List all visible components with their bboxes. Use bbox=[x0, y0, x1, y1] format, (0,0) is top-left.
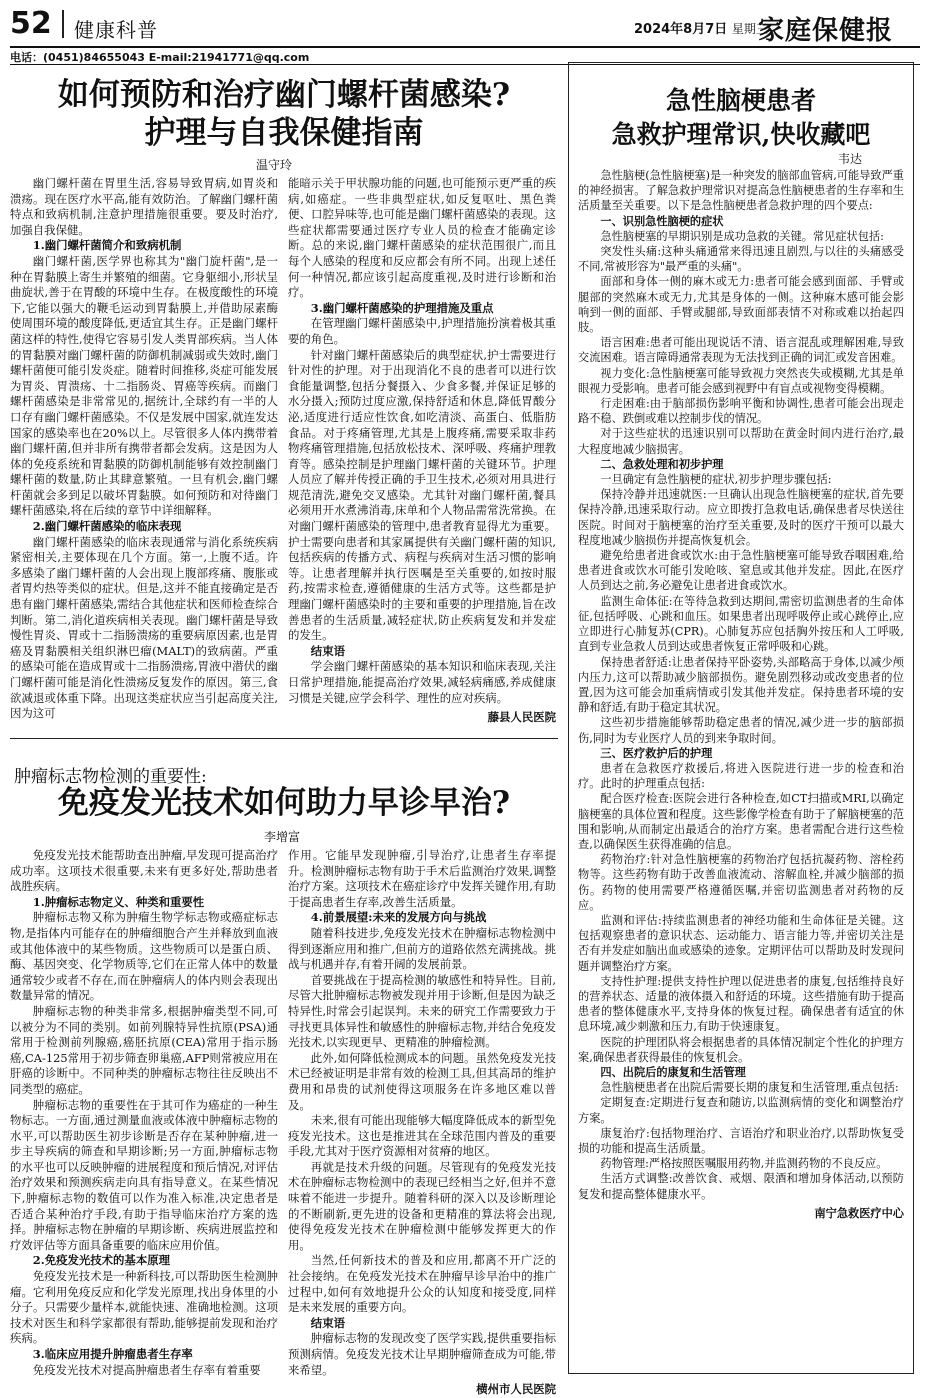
page-number: 52 bbox=[10, 6, 52, 41]
article3-title-line2: 急救护理常识,快收藏吧 bbox=[611, 120, 871, 149]
section-heading: 1.肿瘤标志物定义、种类和重要性 bbox=[32, 894, 205, 909]
paragraph: 肿瘤标志物的重要性在于其可作为癌症的一种生物标志。一方面,通过测量血液或体液中肿瘤标志物的水平,可以帮助医生初步诊断是否存在某种肿瘤,进一步主导疾病的筛查和早期诊断;另一方面,肿瘤标志物的水平也可以反映肿瘤的进展程度和预后情况,对评估治疗效果和预测疾病走向具有指导意义。在某些情况下,肿瘤标志物的数值可以作为准入标准,决定患者是否适合某种治疗手段,有助于指导临床治疗方案的选择。肿瘤标志物在肿瘤的早期诊断、疾病进展监控和疗效评估等方面具备重要的临床应用价值。 bbox=[10, 1097, 278, 1252]
paragraph: 突发性头痛:这种头痛通常来得迅速且剧烈,与以往的头痛感受不同,常被形容为"最严重的头痛"。 bbox=[578, 245, 904, 274]
section-heading: 1.幽门螺杆菌简介和致病机制 bbox=[32, 238, 182, 253]
paragraph: 药物治疗:针对急性脑梗塞的药物治疗包括抗凝药物、溶栓药物等。这些药物有助于改善血液流动、溶解血栓,并减少脑部的损伤。药物的使用需要严格遵循医嘱,并密切监测患者对药物的反应。 bbox=[578, 853, 904, 912]
paragraph: 生活方式调整:改善饮食、戒烟、限酒和增加身体活动,以预防复发和提高整体健康水平。 bbox=[578, 1172, 904, 1201]
section-heading: 2.免疫发光技术的基本原理 bbox=[32, 1253, 170, 1268]
section-heading: 结束语 bbox=[310, 643, 345, 658]
weekday-text: 星期三 bbox=[731, 22, 768, 36]
section-heading: 三、医疗救护后的护理 bbox=[600, 745, 713, 760]
paragraph: 幽门螺杆菌感染的临床表现通常与消化系统疾病紧密相关,主要体现在几个方面。第一,上腹不适。许多感染了幽门螺杆菌的人会出现上腹部疼痛、腹胀或者胃灼热等类似的症状。但是,这并不能直接确定是否患有幽门螺杆菌感染,需结合其他症状和医师检查综合判断。第二,消化道疾病相关表现。幽门螺杆菌是导致慢性胃炎、胃或十二指肠溃疡的重要病原因素,也是胃癌及胃黏膜相关组织淋巴瘤(MALT)的致病菌。严重的感染可能在造成胃或十二指肠溃疡,胃液中潜伏的幽门螺杆菌可能是消化性溃疡反复发作的原因。第三,食欲减退或体重下降。出现这类症状应当引起高度关注,因为这可 bbox=[10, 534, 278, 721]
section-heading: 3.幽门螺杆菌感染的护理措施及重点 bbox=[310, 300, 494, 315]
paragraph: 免疫发光技术对提高肿瘤患者生存率有着重要 bbox=[32, 1362, 261, 1377]
paragraph: 行走困难:由于脑部损伤影响平衡和协调性,患者可能会出现走路不稳、跌倒或难以控制步伐的情况。 bbox=[578, 397, 904, 426]
paragraph: 监测和评估:持续监测患者的神经功能和生命体征是关键。这包括观察患者的意识状态、运动能力、语言能力等,并密切关注是否有并发症如脑出血或感染的迹象。定期评估可以帮助及时发现问题并调整治疗方案。 bbox=[578, 913, 904, 973]
paragraph: 免疫发光技术能帮助查出肿瘤,早发现可提高治疗成功率。这项技术很重要,未来有更多好处,帮助患者战胜疾病。 bbox=[10, 848, 278, 894]
page-header bbox=[0, 0, 930, 46]
article1-title-line1: 如何预防和治疗幽门螺杆菌感染? bbox=[57, 77, 511, 113]
paragraph: 这些初步措施能够帮助稳定患者的情况,减少进一步的脑部损伤,同时为专业医疗人员的到来争取时间。 bbox=[578, 716, 904, 745]
paragraph: 配合医疗检查:医院会进行各种检查,如CT扫描或MRI,以确定脑梗塞的具体位置和程度。这些影像学检查有助于了解脑梗塞的范围和影响,从而制定出最适合的治疗方案。患者需配合进行这些检查,以确保医生获得准确的信息。 bbox=[578, 792, 904, 851]
newspaper-name: 家庭保健报 bbox=[758, 16, 894, 46]
article1-author: 温守玲 bbox=[256, 158, 293, 172]
source-hospital: 藤县人民医院 bbox=[487, 710, 556, 725]
paragraph: 当然,任何新技术的普及和应用,都离不开广泛的社会接纳。在免疫发光技术在肿瘤早诊早治中的推广过程中,如何有效地提升公众的认知度和接受度,同样是未来发展的重要方向。 bbox=[288, 1253, 556, 1315]
paragraph: 对于这些症状的迅速识别可以帮助在黄金时间内进行治疗,最大程度地减少脑损害。 bbox=[578, 427, 904, 456]
header-divider bbox=[62, 10, 64, 38]
paragraph: 保持冷静并迅速就医:一旦确认出现急性脑梗塞的症状,首先要保持冷静,迅速采取行动。应立即拨打急救电话,确保患者尽快送往医院。时间对于脑梗塞的治疗至关重要,及时的医疗干预可以最大程度地减少脑损伤并提高恢复机会。 bbox=[578, 488, 904, 547]
paragraph: 急性脑梗塞的早期识别是成功急救的关键。常见症状包括: bbox=[600, 229, 884, 243]
source-hospital: 横州市人民医院 bbox=[476, 1382, 556, 1397]
source-hospital: 南宁急救医疗中心 bbox=[814, 1205, 904, 1220]
paragraph: 医院的护理团队将会根据患者的具体情况制定个性化的护理方案,确保患者获得最佳的恢复机会。 bbox=[578, 1035, 904, 1064]
paragraph: 肿瘤标志物的发现改变了医学实践,提供重要指标预测病情。免疫发光技术让早期肿瘤筛查成为可能,带来希望。 bbox=[288, 1331, 556, 1377]
paragraph: 面部和身体一侧的麻木或无力:患者可能会感到面部、手臂或腿部的突然麻木或无力,尤其是身体的一侧。这种麻木感可能会影响到一侧的面部、手臂或腿部,导致面部表情不对称或难以抬起四肢。 bbox=[578, 275, 904, 335]
section-heading: 二、急救处理和初步护理 bbox=[600, 456, 724, 471]
section-heading: 4.前景展望:未来的发展方向与挑战 bbox=[310, 910, 487, 925]
article3-title bbox=[570, 84, 912, 152]
section-heading: 四、出院后的康复和生活管理 bbox=[600, 1064, 746, 1079]
article1-column-1 bbox=[10, 176, 278, 728]
article2-column-2 bbox=[288, 848, 556, 1397]
paragraph: 一旦确定有急性脑梗的症状,初步护理步骤包括: bbox=[600, 473, 832, 487]
paragraph: 在管理幽门螺杆菌感染中,护理措施扮演着极其重要的角色。 bbox=[288, 316, 556, 346]
paragraph: 支持性护理:提供支持性护理以促进患者的康复,包括维持良好的营养状态、适量的液体摄入和舒适的环境。这些措施有助于提高患者的整体健康水平,支持身体的恢复过程。确保患者有适宜的休息环境,减少刺激和压力,有助于快速康复。 bbox=[578, 974, 904, 1034]
header-rule bbox=[10, 46, 920, 48]
paragraph: 再就是技术升级的问题。尽管现有的免疫发光技术在肿瘤标志物检测中的表现已经相当之好,但并不意味着不能进一步提升。随着科研的深入以及诊断理论的不断刷新,更先进的设备和更精准的算法将会出现,使得免疫发光技术在肿瘤检测中能够发挥更大的作用。 bbox=[288, 1159, 556, 1252]
paragraph: 急性脑梗(急性脑梗塞)是一种突发的脑部血管病,可能导致严重的神经损害。了解急救护理常识对提高急性脑梗患者的生存率和生活质量至关重要。以下是急性脑梗患者急救护理的四个要点: bbox=[578, 169, 904, 213]
paragraph: 语言困难:患者可能出现说话不清、语言混乱或理解困难,导致交流困难。语言障碍通常表现为无法找到正确的词汇或发音困难。 bbox=[578, 336, 904, 365]
paragraph: 肿瘤标志物的种类非常多,根据肿瘤类型不同,可以被分为不同的类别。如前列腺特异性抗原(PSA)通常用于检测前列腺癌,癌胚抗原(CEA)常用于指示肠癌,CA-125常用于初步筛查卵巢癌,AFP则常被应用在肝癌的诊断中。不同种类的肿瘤标志物往往反映出不同类型的癌症。 bbox=[10, 1003, 278, 1096]
issue-date bbox=[634, 18, 768, 37]
article2-author: 李增富 bbox=[264, 830, 301, 844]
article2-column-1 bbox=[10, 848, 278, 1378]
section-heading: 2.幽门螺杆菌感染的临床表现 bbox=[32, 519, 182, 534]
paragraph: 急性脑梗患者在出院后需要长期的康复和生活管理,重点包括: bbox=[600, 1081, 899, 1095]
paragraph: 能暗示关于甲状腺功能的问题,也可能预示更严重的疾病,如癌症。一些非典型症状,如反复呕吐、黑色粪便、口腔异味等,也可能是幽门螺杆菌感染的表现。这些症状都需要通过医疗专业人员的检查才能确定诊断。总的来说,幽门螺杆菌感染的症状范围很广,而且每个人感染的程度和反应都会有所不同。出现上述任何一种情况,都应该引起高度重视,及时进行诊断和治疗。 bbox=[288, 176, 556, 300]
article2-kicker: 肿瘤标志物检测的重要性: bbox=[14, 767, 207, 787]
paragraph: 康复治疗:包括物理治疗、言语治疗和职业治疗,以帮助恢复受损的功能和提高生活质量。 bbox=[578, 1126, 904, 1155]
section-heading: 一、识别急性脑梗的症状 bbox=[600, 213, 724, 228]
paragraph: 作用。它能早发现肿瘤,引导治疗,让患者生存率提升。检测肿瘤标志物有助于手术后监测治疗效果,调整治疗方案。这项技术在癌症诊疗中发挥关键作用,有助于提高患者生存率,改善生活质量。 bbox=[288, 848, 556, 909]
paragraph: 学会幽门螺杆菌感染的基本知识和临床表现,关注日常护理措施,能提高治疗效果,减轻病痛感,养成健康习惯是关键,应学会科学、理性的应对疾病。 bbox=[288, 659, 556, 705]
paragraph: 免疫发光技术是一种新科技,可以帮助医生检测肿瘤。它利用免疫反应和化学发光原理,找出身体里的小分子。只需要少量样本,就能快速、准确地检测。这项技术对医生和科学家都很有帮助,能够提前发现和治疗疾病。 bbox=[10, 1269, 278, 1346]
paragraph: 视力变化:急性脑梗塞可能导致视力突然丧失或模糊,尤其是单眼视力受影响。患者可能会感到视野中有盲点或视物变得模糊。 bbox=[578, 366, 904, 395]
paragraph: 幽门螺杆菌,医学界也称其为"幽门旋杆菌",是一种在胃黏膜上寄生并繁殖的细菌。它身躯细小,形状呈曲旋状,善于在胃酸的环境中生存。在极度酸性的环境下,它能以强大的鞭毛运动到胃黏膜上,并借助尿素酶使周围环境的酸度降低,更适宜其生存。正是幽门螺杆菌这样的特性,使得它容易引发人类胃部疾病。当人体的胃黏膜对幽门螺杆菌的防御机制减弱或失效时,幽门螺杆菌便可能引发炎症。随着时间推移,炎症可能发展为胃炎、胃溃疡、十二指肠炎、胃癌等疾病。而幽门螺杆菌感染是非常常见的,据统计,全球约有一半的人口存有幽门螺杆菌感染。不仅是发展中国家,就连发达国家的感染率也在20%以上。尽管很多人体内携带着幽门螺杆菌,但并非所有携带者都会发病。这是因为人体的免疫系统和胃黏膜的防御机制能够有效控制幽门螺杆菌的数量,防止其肆意繁殖。一旦有机会,幽门螺杆菌就会多到足以破坏胃黏膜。如何预防和对待幽门螺杆菌感染,将在后续的章节中详细解释。 bbox=[10, 253, 278, 518]
paragraph: 药物管理:严格按照医嘱服用药物,并监测药物的不良反应。 bbox=[600, 1157, 888, 1171]
article3-author: 韦达 bbox=[838, 152, 863, 166]
paragraph: 避免给患者进食或饮水:由于急性脑梗塞可能导致吞咽困难,给患者进食或饮水可能引发呛咳、窒息或其他并发症。因此,在医疗人员到达之前,务必避免让患者进食或饮水。 bbox=[578, 549, 904, 593]
paragraph: 随着科技进步,免疫发光技术在肿瘤标志物检测中得到逐渐应用和推广,但前方的道路依然充满挑战。挑战与机遇并存,有着开阔的发展前景。 bbox=[288, 925, 556, 972]
article3-title-line1: 急性脑梗患者 bbox=[665, 86, 816, 115]
section-heading: 3.临床应用提升肿瘤患者生存率 bbox=[32, 1347, 193, 1361]
article1-column-2 bbox=[288, 176, 556, 728]
article-divider bbox=[10, 738, 558, 739]
article1-title bbox=[14, 76, 554, 152]
paragraph: 针对幽门螺杆菌感染后的典型症状,护士需要进行针对性的护理。对于出现消化不良的患者可以进行饮食能量调整,包括分餐摄入、少食多餐,并保证足够的水分摄入;预防过度应激,保持舒适和休息,降低胃酸分泌,适度进行适应性饮食,如吃清淡、高蛋白、低脂肪食品。对于疼痛管理,尤其是上腹疼痛,需要采取非药物疼痛管理措施,包括放松技术、深呼吸、疼痛护理教育等。感染控制是护理幽门螺杆菌的关键环节。护理人员应了解并传授正确的手卫生技术,必须对用具进行规范清洗,避免交叉感染。尤其针对幽门螺杆菌,餐具必须用开水煮沸消毒,床单和个人物品需常洗常换。在对幽门螺杆菌感染的管理中,患者教育显得尤为重要。护士需要向患者和其家属提供有关幽门螺杆菌的知识,包括疾病的传播方式、病程与疾病对生活习惯的影响等。让患者理解并执行医嘱是至关重要的,如按时服药,按需求检查,遵循健康的生活方式等。这些都是护理幽门螺杆菌感染时的主要和重要的护理措施,旨在改善患者的生活质量,减轻症状,防止疾病复发和并发症的发生。 bbox=[288, 347, 556, 643]
section-name: 健康科普 bbox=[74, 18, 158, 42]
contact-line: 电话：(0451)84655043 E-mail:21941771@qq.com bbox=[10, 51, 310, 64]
paragraph: 保持患者舒适:让患者保持平卧姿势,头部略高于身体,以减少颅内压力,这可以帮助减少脑部损伤。避免剧烈移动或改变患者的位置,因为这可能会加重病情或引发其他并发症。保持患者环境的安静和舒适,有助于稳定其状况。 bbox=[578, 655, 904, 715]
paragraph: 未来,很有可能出现能够大幅度降低成本的新型免疫发光技术。这也是推进其在全球范围内普及的重要手段,尤其对于医疗资源相对贫瘠的地区。 bbox=[288, 1113, 556, 1159]
date-text: 2024年8月7日 bbox=[634, 22, 728, 37]
paragraph: 肿瘤标志物又称为肿瘤生物学标志物或癌症标志物,是指体内可能存在的肿瘤细胞合产生并释放到血液或其他体液中的某些物质。这些物质可以是蛋白质、酶、基因突变、化学物质等,它们在正常人体中的数量通常较少或者不存在,而在肿瘤病人的体内则会表现出数量异常的情况。 bbox=[10, 910, 278, 1003]
paragraph: 首要挑战在于提高检测的敏感性和特异性。目前,尽管大批肿瘤标志物被发现并用于诊断,但是因为缺乏特异性,时常会引起误判。未来的研究工作需要致力于寻找更具体异性和敏感性的肿瘤标志物,并结合免疫发光技术,以实现更早、更精准的肿瘤检测。 bbox=[288, 972, 556, 1050]
paragraph: 监测生命体征:在等待急救到达期间,需密切监测患者的生命体征,包括呼吸、心跳和血压。如果患者出现呼吸停止或心跳停止,应立即进行心肺复苏(CPR)。心肺复苏应包括胸外按压和人工呼吸,直到专业急救人员到达或患者恢复正常呼吸和心跳。 bbox=[578, 594, 904, 654]
paragraph: 此外,如何降低检测成本的问题。虽然免疫发光技术已经被证明是非常有效的检测工具,但其高昂的维护费用和昂贵的试剂使得这项服务在许多地区难以普及。 bbox=[288, 1050, 556, 1112]
paragraph: 患者在急救医疗救援后,将进入医院进行进一步的检查和治疗。此时的护理重点包括: bbox=[578, 761, 904, 791]
paragraph: 幽门螺杆菌在胃里生活,容易导致胃病,如胃炎和溃疡。现在医疗水平高,能有效防治。了解幽门螺杆菌特点和致病机制,注意护理措施很重要。要及时治疗,加强自我保健。 bbox=[10, 176, 278, 237]
section-heading: 结束语 bbox=[310, 1315, 345, 1330]
article1-title-line2: 护理与自我保健指南 bbox=[144, 115, 424, 151]
article2-title: 免疫发光技术如何助力早诊早治? bbox=[57, 785, 511, 821]
article3-body bbox=[578, 168, 904, 1364]
paragraph: 定期复查:定期进行复查和随访,以监测病情的变化和调整治疗方案。 bbox=[578, 1096, 904, 1125]
